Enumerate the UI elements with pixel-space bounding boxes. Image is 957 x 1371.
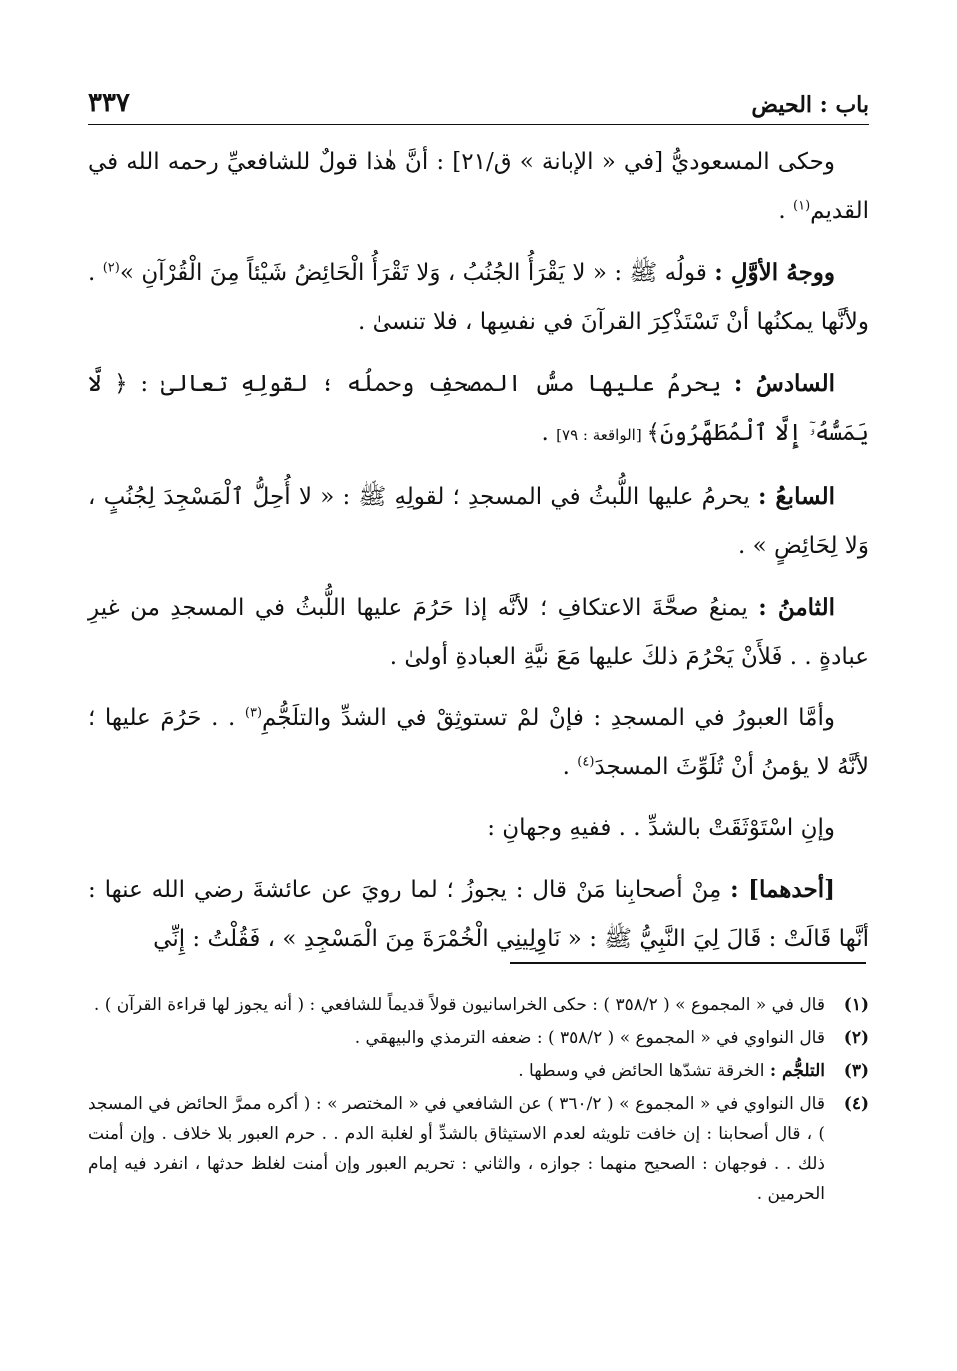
page-header	[88, 84, 869, 118]
paragraph-text: يحرمُ عليها مسُّ المصحفِ وحملُه ؛ لقولِهِ تعالىٰ : ﴿ لَّا يَمَسُّهُۥٓ إِلَّا ٱلْمُطَهَّرُونَ﴾	[88, 371, 869, 446]
footnote-lead: التلجُّم :	[769, 1061, 825, 1081]
footnote-text: الخرقة تشدّها الحائض في وسطها .	[518, 1061, 770, 1081]
running-title: باب : الحيض	[751, 92, 869, 118]
quran-reference: [الواقعة : ٧٩]	[556, 426, 647, 444]
paragraph-text: قولُه ﷺ : « لا يَقْرَأُ الجُنُبُ ، وَلا تَقْرَأُ الْحَائِضُ شَيْئاً مِنَ الْقُرْآنِ »	[119, 260, 715, 286]
paragraph-lead: ووجهُ الأوَّلِ :	[714, 259, 836, 286]
paragraph-text: يمنعُ صحَّةَ الاعتكافِ ؛ لأنَّه إذا حَرُمَ عليها اللُّبثُ في المسجدِ من غيرِ عبادةٍ . . فَلأَنْ يَحْرُمَ ذلكَ عليها مَعَ نيَّةِ العبادةِ أولىٰ .	[88, 595, 869, 670]
paragraph-text: وإنِ اسْتَوْثَقَتْ بالشدِّ . . ففيهِ وجهانِ :	[487, 815, 835, 841]
footnote-text: قال النواوي في « المجموع » ( ٣٦٠/٢ ) عن الشافعي في « المختصر » : ( أكره ممرَّ الحائض في المسجد ) ، قال أصحابنا : إن خافت تلويثه لعدم الاستيثاق بالشدِّ أو لغلبة الدم . . حرم العبور بلا خلاف . وإن أمنت ذلك . . فوجهان : الصحيح منهما : جوازه ، والثاني : تحريم العبور وإن أمنت لغلظ حدثها ، انفرد فيه إمام الحرمين .	[88, 1094, 825, 1204]
footnote-number: (٣)	[843, 1061, 869, 1081]
paragraph-lead: السابعُ :	[758, 483, 835, 510]
paragraph-tail: . . حَرُمَ عليها ؛ لأنَّهُ لا يؤمنُ أنْ تُلَوِّثَ المسجدَ	[88, 705, 869, 780]
paragraph	[88, 248, 869, 347]
header-rule	[88, 124, 869, 125]
paragraph	[88, 804, 869, 853]
paragraph	[88, 138, 869, 236]
footnote-body	[88, 1056, 825, 1086]
footnote-ref: (١)	[793, 198, 811, 214]
paragraph-text: مِنْ أصحابِنا مَنْ قال : يجوزُ ؛ لما رويَ عن عائشةَ رضي الله عنها : أنَّها قَالَتْ : قَالَ لِيَ النَّبِيُّ ﷺ : « نَاوِلِينِي الْخُمْرَةَ مِنَ الْمَسْجِدِ » ، فَقُلْتُ : إِنِّي	[88, 877, 869, 952]
footnote-ref: (٤)	[577, 754, 595, 770]
footnote	[88, 1056, 869, 1086]
paragraph	[88, 359, 869, 460]
footnote	[88, 1023, 869, 1053]
footnote-text: قال النواوي في « المجموع » ( ٣٥٨/٢ ) : ضعفه الترمذي والبيهقي .	[354, 1028, 825, 1048]
footnote	[88, 1089, 869, 1209]
paragraph	[88, 865, 869, 964]
footnote-separator	[510, 962, 866, 964]
paragraph-lead: السادسُ :	[733, 370, 835, 397]
footnote-number: (٤)	[843, 1094, 869, 1114]
paragraph-tail: . ولأنَّها يمكنُها أنْ تَسْتَذْكِرَ القرآنَ في نفسِها ، فلا تنسىٰ .	[88, 260, 869, 335]
footnote-number: (١)	[843, 995, 869, 1015]
paragraph	[88, 583, 869, 682]
paragraph-tail: .	[562, 754, 578, 780]
paragraph-text: وأمَّا العبورُ في المسجدِ : فإنْ لمْ تستوثِقْ في الشدِّ والتلَجُّمِ	[262, 705, 835, 731]
paragraph-lead: [أحدهما] :	[730, 876, 835, 903]
page-number: ٣٣٧	[88, 88, 130, 118]
footnote-ref: (٢)	[102, 260, 120, 276]
paragraph-tail: .	[778, 198, 794, 224]
paragraph	[88, 472, 869, 571]
footnote-number: (٢)	[843, 1028, 869, 1048]
paragraph-lead: الثامنُ :	[758, 594, 835, 621]
footnote-ref: (٣)	[244, 705, 263, 721]
paragraph-text: يحرمُ عليها اللُّبثُ في المسجدِ ؛ لقولِهِ ﷺ : « لا أُحِلُّ ٱلْمَسْجِدَ لِجُنُبٍ ، وَلا لِحَائِضٍ » .	[88, 484, 869, 559]
footnotes	[88, 990, 869, 1212]
footnote	[88, 990, 869, 1020]
paragraph	[88, 694, 869, 792]
footnote-text: قال في « المجموع » ( ٣٥٨/٢ ) : حكى الخراسانيون قولاً قديماً للشافعي : ( أنه يجوز لها قراءة القرآن ) .	[93, 995, 825, 1015]
paragraph-tail: .	[541, 420, 557, 446]
main-text	[88, 138, 869, 976]
paragraph-text: وحكى المسعوديُّ [في « الإبانة » ق/٢١] : أنَّ هٰذا قولٌ للشافعيِّ رحمه الله في القديم	[88, 149, 869, 224]
